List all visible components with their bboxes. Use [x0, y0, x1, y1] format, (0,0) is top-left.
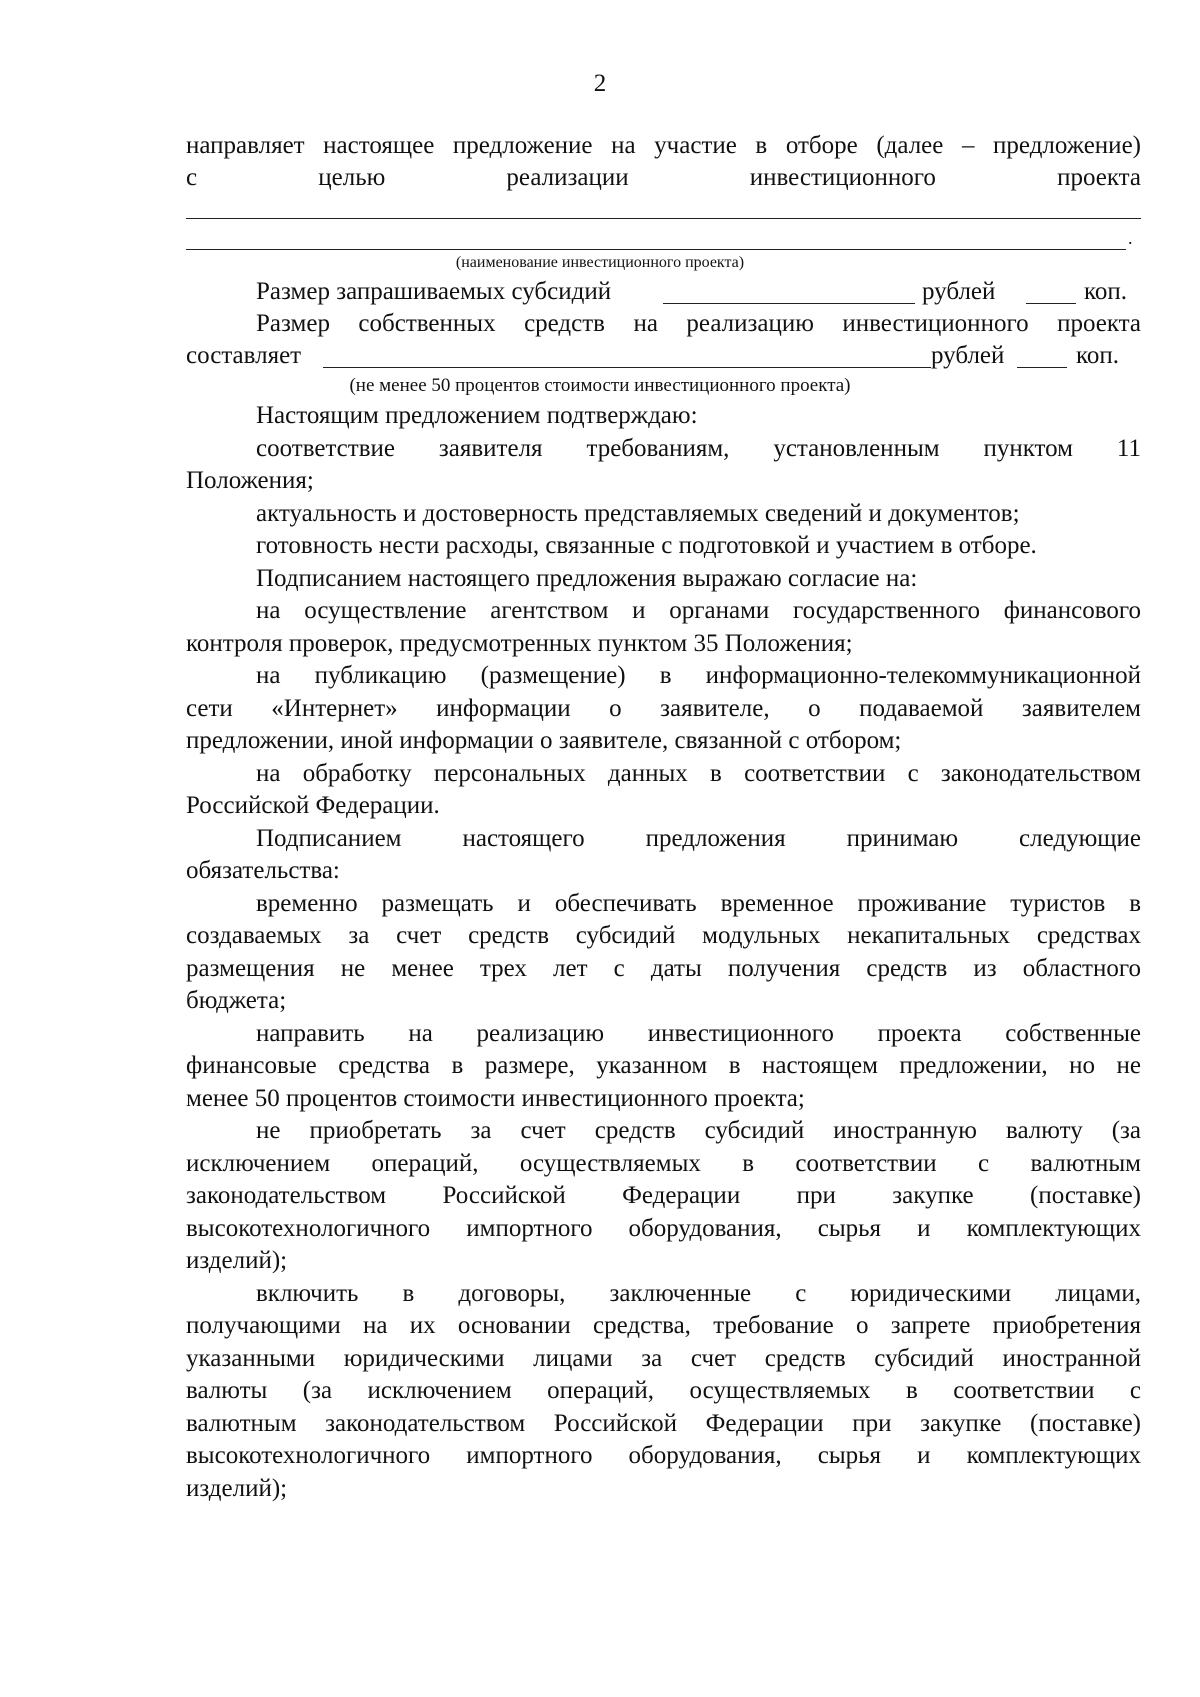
- text-line: контроля проверок, предусмотренных пунктом 35 Положения;: [186, 630, 853, 657]
- caption-own-funds: (не менее 50 процентов стоимости инвестиционного проекта): [349, 375, 851, 396]
- text-line: временно размещать и обеспечивать временное проживание туристов в: [256, 890, 1141, 917]
- text-line: Положения;: [186, 467, 314, 494]
- amount-label: составляет: [186, 342, 302, 369]
- text-line: готовность нести расходы, связанные с подготовкой и участием в отборе.: [256, 532, 1037, 559]
- subsidy-size-label: Размер запрашиваемых субсидий: [256, 278, 612, 305]
- text-line: законодательством Российской Федерации при закупке (поставке): [186, 1182, 1141, 1209]
- text-line: Подписанием настоящего предложения выражаю согласие на:: [256, 565, 918, 592]
- text-line: указанными юридическими лицами за счет средств субсидий иностранной: [186, 1345, 1141, 1372]
- text-line: бюджета;: [186, 987, 287, 1014]
- text-line: направить на реализацию инвестиционного проекта собственные: [256, 1020, 1141, 1047]
- text-line: на обработку персональных данных в соответствии с законодательством: [256, 760, 1141, 787]
- text-line: на осуществление агентством и органами государственного финансового: [256, 597, 1141, 624]
- text-line: соответствие заявителя требованиям, установленным пунктом 11: [256, 435, 1141, 462]
- text-line: включить в договоры, заключенные с юридическими лицами,: [256, 1280, 1141, 1307]
- text-line: актуальность и достоверность представляемых сведений и документов;: [256, 500, 1020, 527]
- own-funds-line: Размер собственных средств на реализацию инвестиционного проекта: [256, 310, 1141, 337]
- text-line: получающими на их основании средства, требование о запрете приобретения: [186, 1312, 1141, 1339]
- text-line: размещения не менее трех лет с даты получения средств из областного: [186, 955, 1141, 982]
- caption-project-name: (наименование инвестиционного проекта): [455, 254, 745, 271]
- text-line: высокотехнологичного импортного оборудования, сырья и комплектующих: [186, 1215, 1141, 1242]
- blank-line-project-2: [186, 249, 1126, 250]
- kopeks-label: коп.: [1084, 278, 1128, 305]
- rubles-label-2: рублей: [931, 342, 1005, 369]
- text-line: высокотехнологичного импортного оборудования, сырья и комплектующих: [186, 1442, 1141, 1469]
- subsidy-kopeks-blank: [1026, 303, 1076, 304]
- text-line: Российской Федерации.: [186, 792, 440, 819]
- text-line: изделий);: [186, 1475, 288, 1502]
- rubles-label: рублей: [922, 278, 996, 305]
- text-line: предложении, иной информации о заявителе, связанной с отбором;: [186, 727, 902, 754]
- text-line: валюты (за исключением операций, осуществляемых в соответствии с: [186, 1377, 1141, 1404]
- kopeks-label-2: коп.: [1076, 342, 1120, 369]
- blank-line-project-1: [186, 218, 1141, 219]
- own-funds-amount-blank: [323, 367, 931, 368]
- own-funds-kopeks-blank: [1017, 367, 1067, 368]
- text-line: Настоящим предложением подтверждаю:: [256, 402, 698, 429]
- text-line: исключением операций, осуществляемых в соответствии с валютным: [186, 1150, 1141, 1177]
- text-line: направляет настоящее предложение на участие в отборе (далее – предложение): [186, 132, 1141, 159]
- text-line: не приобретать за счет средств субсидий иностранную валюту (за: [256, 1117, 1141, 1144]
- text-line: валютным законодательством Российской Федерации при закупке (поставке): [186, 1410, 1141, 1437]
- text-line: изделий);: [186, 1247, 288, 1274]
- text-line: с целью реализации инвестиционного проекта: [186, 164, 1141, 191]
- text-line: создаваемых за счет средств субсидий модульных некапитальных средствах: [186, 922, 1141, 949]
- text-line: сети «Интернет» информации о заявителе, о подаваемой заявителем: [186, 695, 1141, 722]
- period: .: [1128, 228, 1133, 248]
- text-line: на публикацию (размещение) в информационно-телекоммуникационной: [256, 662, 1141, 689]
- page-number: 2: [593, 70, 607, 97]
- text-line: менее 50 процентов стоимости инвестиционного проекта;: [186, 1085, 805, 1112]
- text-line: Подписанием настоящего предложения принимаю следующие: [256, 825, 1141, 852]
- text-line: финансовые средства в размере, указанном в настоящем предложении, но не: [186, 1052, 1141, 1079]
- text-line: обязательства:: [186, 857, 340, 884]
- subsidy-amount-blank: [663, 303, 915, 304]
